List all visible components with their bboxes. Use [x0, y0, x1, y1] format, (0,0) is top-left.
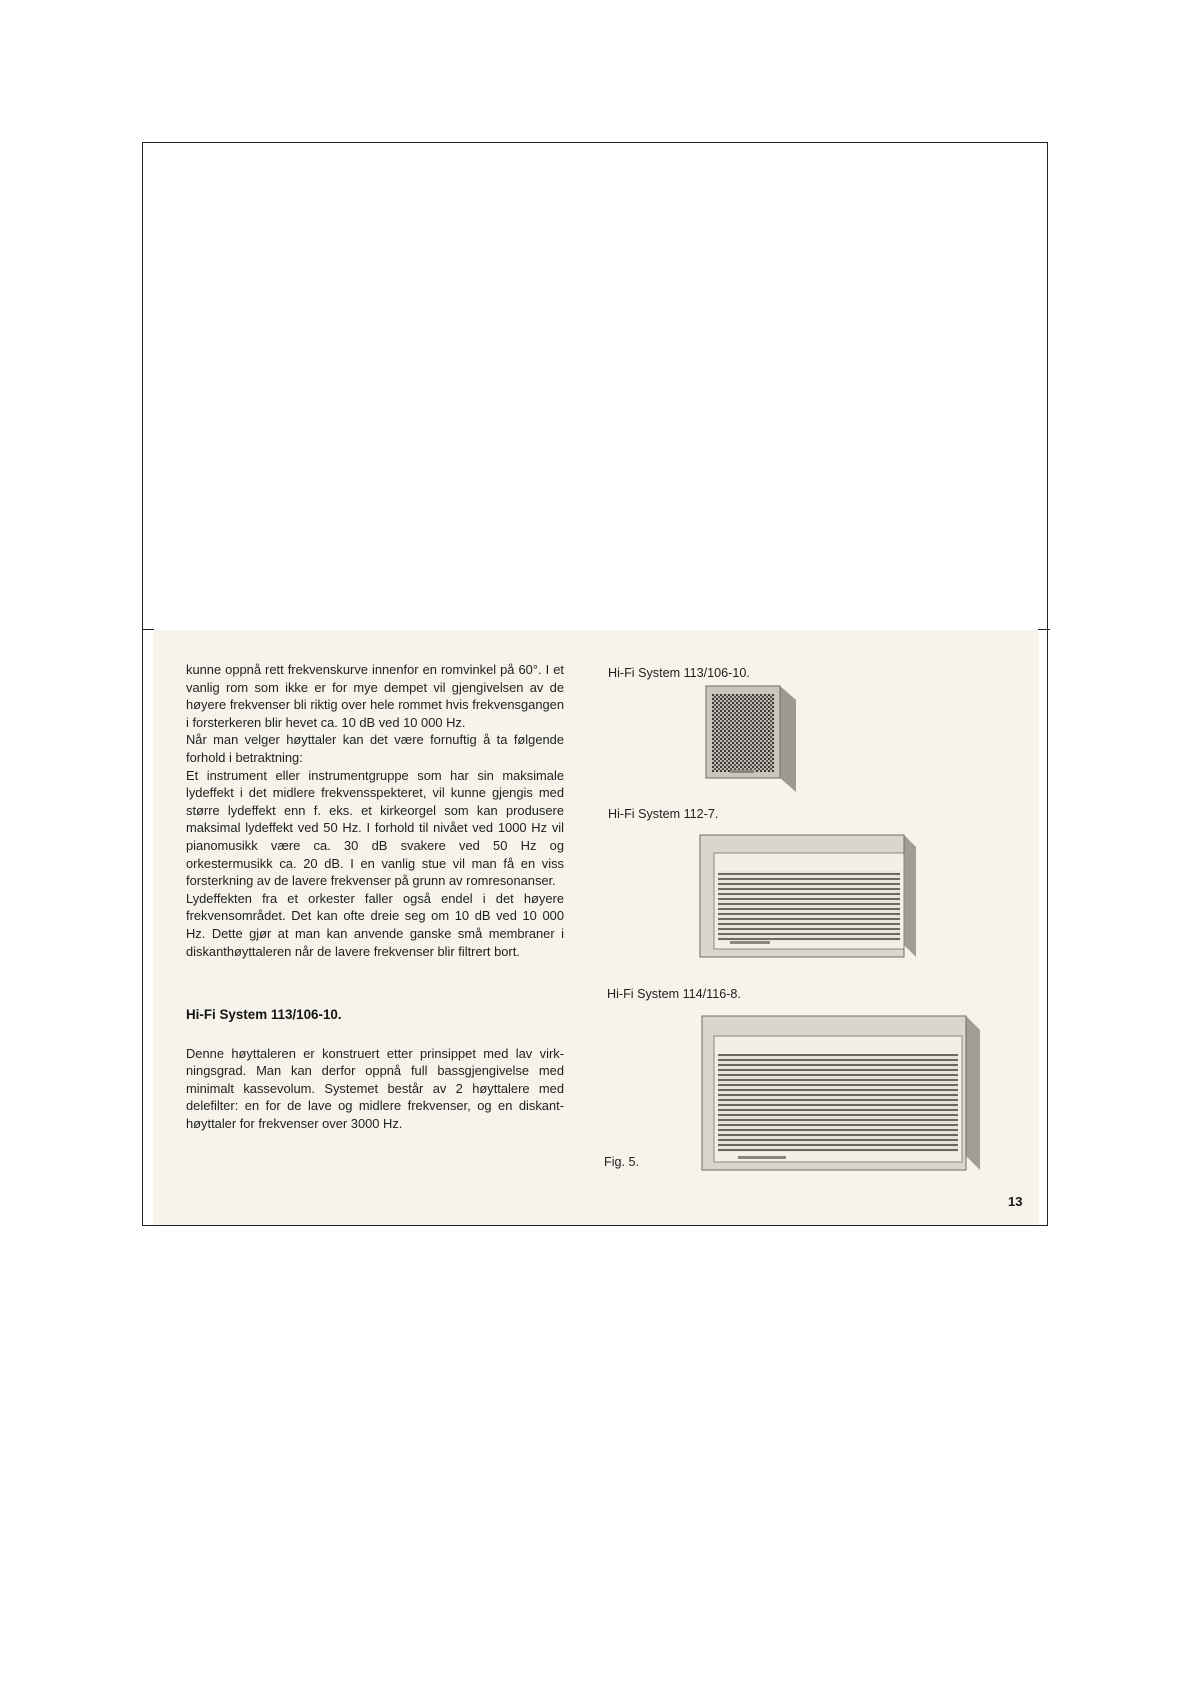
- text-column: [186, 661, 564, 1133]
- paragraph-2: Når man velger høyttaler kan det være fornuftig å ta følgende forhold i betraktning:: [186, 732, 564, 765]
- speaker-114-image: [698, 1014, 982, 1172]
- paragraph-1: kunne oppnå rett frekvenskurve innenfor en romvinkel på 60°. I et vanlig rom som ikke er for mye dempet vil gjengivelsen av de høyere frekvenser bli riktig over hele rommet hvis frekvensgangen i forsterkeren blir hevet ca. 10 dB ved 10 000 Hz.: [186, 662, 564, 730]
- figure-caption: Fig. 5.: [604, 1155, 639, 1169]
- section-paragraph: Denne høyttaleren er konstruert etter prinsippet med lav virkningsgrad. Man kan derfor oppnå full bassgjengivelse med minimalt kassevolum. Systemet består av 2 høyttalere med delefilter: en for de lave og midlere frekvenser, og en diskanthøyttaler for frekvenser over 3000 Hz.: [186, 1045, 564, 1132]
- paragraph-4: Lydeffekten fra et orkester faller også endel i det høyere frekvensområdet. Det kan ofte dreie seg om 10 dB ved 10 000 Hz. Dette gjør at man kan anvende ganske små membraner i diskanthøyttaleren når de lavere frekvenser blir filtrert bort.: [186, 890, 564, 959]
- page-number: 13: [1008, 1194, 1023, 1209]
- section-heading: Hi-Fi System 113/106-10.: [186, 1007, 342, 1023]
- right-fold-mark: [1038, 629, 1050, 630]
- caption-speaker-3: Hi-Fi System 114/116-8.: [607, 987, 741, 1001]
- speaker-113-image: [700, 682, 798, 794]
- caption-speaker-1: Hi-Fi System 113/106-10.: [608, 666, 750, 680]
- paragraph-3: Et instrument eller instrumentgruppe som har sin maksimale lydeffekt i det midlere frekvensspekteret, vil kunne gjengis med større lydeffekt enn f. eks. et kirkeorgel som kan produsere maksimal lydeffekt ved 50 Hz. I forhold til nivået ved 1000 Hz vil pianomusikk være ca. 30 dB svakere ved 50 Hz og orkestermusikk ca. 20 dB. I en vanlig stue vil man få en viss forsterkning av de lavere frekvenser på grunn av romresonanser.: [186, 767, 564, 889]
- caption-speaker-2: Hi-Fi System 112-7.: [608, 807, 719, 821]
- speaker-112-image: [696, 833, 918, 959]
